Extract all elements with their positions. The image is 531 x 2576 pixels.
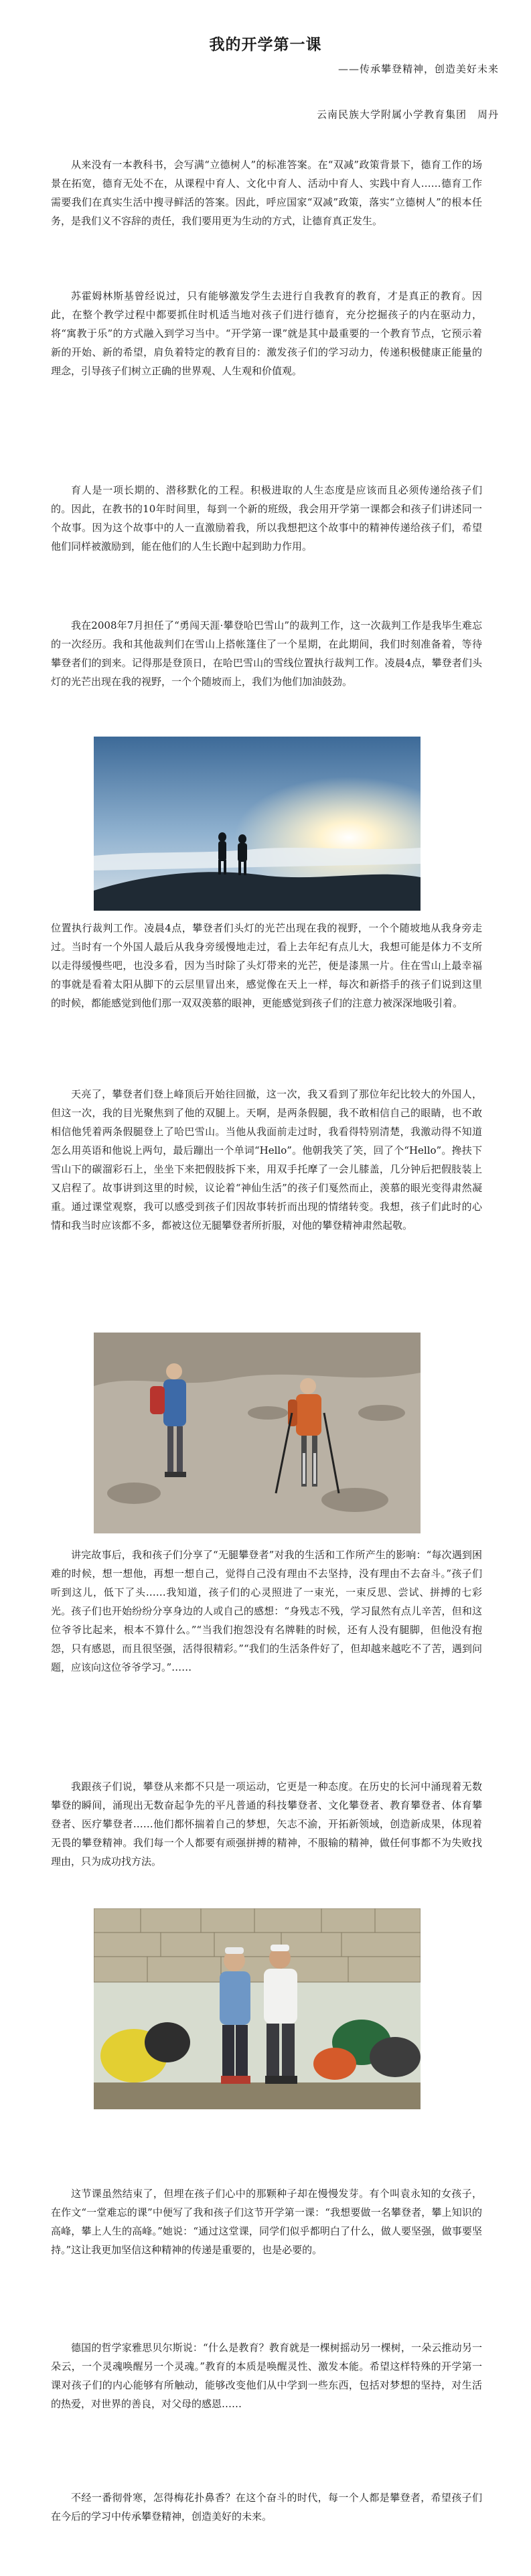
paragraph-9: 这节课虽然结束了，但埋在孩子们心中的那颗种子却在慢慢发芽。有个叫袁永知的女孩子，在作文“一堂难忘的课”中便写了我和孩子们这节开学第一课：“我想要做一名攀登者，攀上知识的高峰，攀上人生的高峰。”她说：“通过这堂课，同学们似乎都明白了什么，做人要坚强，做事要坚持。”这让我更加坚信这种精神的传递是重要的，也是必要的。 <box>51 2188 482 2256</box>
paragraph-1: 从来没有一本教科书，会写满“立德树人”的标准答案。在“双减”政策背景下，德育工作的场景在拓宽，德育无处不在，从课程中育人、文化中育人、活动中育人、实践中育人……德育工作需要我们在真实生活中搜寻鲜活的答案。因此，呼应国家“双减”政策，落实“立德树人”的根本任务，是我们义不容辞的责任，我们要用更为生动的方式，让德育真正发生。 <box>51 159 482 227</box>
paragraph-5: 位置执行裁判工作。凌晨4点，攀登者们头灯的光芒出现在我的视野，一个个随坡地从我身旁走过。当时有一个外国人最后从我身旁缓慢地走过，看上去年纪有点儿大，我想可能是体力不支所以走得缓慢些吧，也没多看，因为当时除了头灯带来的光芒，便是漆黑一片。住在雪山上最幸福的事就是看着太阳从脚下的云层里冒出来，感觉像在天上一样，每次和新搭手的孩子们说到这里的时候，都能感觉到他们那一双双羡慕的眼神，更能感觉到孩子们的注意力被深深地吸引着。 <box>51 922 482 1009</box>
paragraph-4: 我在2008年7月担任了“勇闯天涯·攀登哈巴雪山”的裁判工作，这一次裁判工作是我毕生难忘的一次经历。我和其他裁判们在雪山上搭帐篷住了一个星期，在此期间，我们时刻准备着，等待攀登者们的到来。记得那是登顶日，在哈巴雪山的雪线位置执行裁判工作。凌晨4点，攀登者们头灯的光芒出现在我的视野，一个个随坡而上，我们为他们加油鼓劲。 <box>51 619 482 688</box>
paragraph-6: 天亮了，攀登者们登上峰顶后开始往回撤，这一次，我又看到了那位年纪比较大的外国人，但这一次，我的目光聚焦到了他的双腿上。天啊，是两条假腿，我不敢相信自己的眼睛，也不敢相信他凭着两条假腿登上了哈巴雪山。当他从我面前走过时，我看得特别清楚，我激动得不知道怎么用英语和他说上两句，最后蹦出一个单词“Hello”。他朝我笑了笑，回了个“Hello”。搀扶下雪山下的碳溜彩石上，坐坐下来把假肢拆下来，用双手托摩了一会儿膝盖，几分钟后把假肢装上又启程了。故事讲到这里的时候，议论着“神仙生活”的孩子们戛然而止，羡慕的眼光变得肃然凝重。通过课堂观察，我可以感受到孩子们因故事转折而出现的情绪转变。我想，孩子们此时的心情和我当时应该都不多，都被这位无腿攀登者所折服，对他的攀登精神肃然起敬。 <box>51 1088 482 1231</box>
article-title: 我的开学第一课 <box>209 36 322 54</box>
paragraph-10: 德国的哲学家雅思贝尔斯说：“什么是教育？教育就是一棵树摇动另一棵树，一朵云推动另一朵云，一个灵魂唤醒另一个灵魂。”教育的本质是唤醒灵性、激发本能。希望这样特殊的开学第一课对孩子们的内心能够有所触动，能够改变他们从中学到一些东西，包括对梦想的坚持，对生活的热爱，对世界的善良，对父母的感恩…… <box>51 2342 482 2410</box>
paragraph-11: 不经一番彻骨寒，怎得梅花扑鼻香？在这个奋斗的时代，每一个人都是攀登者，希望孩子们在今后的学习中传承攀登精神，创造美好的未来。 <box>51 2492 482 2522</box>
article-author: 云南民族大学附属小学教育集团 周丹 <box>316 108 499 121</box>
article-subtitle: ——传承攀登精神，创造美好未来 <box>337 63 499 75</box>
amputee-climber-photo <box>94 1333 421 1533</box>
two-climbers-summit-photo <box>94 1908 421 2109</box>
sunrise-climbers-photo <box>94 737 421 911</box>
paragraph-2: 苏霍姆林斯基曾经说过，只有能够激发学生去进行自我教育的教育，才是真正的教育。因此，在整个教学过程中都要抓住时机适当地对孩子们进行德育，充分挖掘孩子的内在驱动力，将“寓教于乐”的方式融入到学习当中。“开学第一课”就是其中最重要的一个教育节点，它预示着新的开始、新的希望，肩负着特定的教育目的：激发孩子们的学习动力，传递积极健康正能量的理念，引导孩子们树立正确的世界观、人生观和价值观。 <box>51 290 482 377</box>
paragraph-3: 育人是一项长期的、潜移默化的工程。积极进取的人生态度是应该而且必须传递给孩子们的。因此，在教书的10年时间里，每到一个新的班级，我会用开学第一课都会和孩子们讲述同一个故事。因为这个故事中的人一直激励着我，所以我想把这个故事中的精神传递给孩子们，希望他们同样被激励到，能在他们的人生长跑中起到助力作用。 <box>51 484 482 552</box>
paragraph-8: 我跟孩子们说，攀登从来都不只是一项运动，它更是一种态度。在历史的长河中涌现着无数攀登的瞬间，涌现出无数奋起争先的平凡普通的科技攀登者、文化攀登者、教育攀登者、体育攀登者、医疗攀登者……他们都怀揣着自己的梦想，矢志不渝，开拓新领域，创造新成果，体现着无畏的攀登精神。我们每一个人都要有顽强拼搏的精神，不服输的精神，做任何事都不为失败找理由，只为成功找方法。 <box>51 1781 482 1868</box>
paragraph-7: 讲完故事后，我和孩子们分享了“无腿攀登者”对我的生活和工作所产生的影响：“每次遇到困难的时候，想一想他，再想一想自己，觉得自己没有理由不去坚持，没有理由不去奋斗。”孩子们听到这儿，低下了头……我知道，孩子们的心灵照进了一束光，一束反思、尝试、拼搏的七彩光。孩子们也开始纷纷分享身边的人或自己的感想：“身残志不残，学习鼠然有点儿辛苦，但和这位爷爷比起来，根本不算什么。”“当我们抱怨没有名牌鞋的时候，还有人没有腿脚，但他没有抱怨，只有感恩，而且很坚强，活得很精彩。”“我们的生活条件好了，但却越来越吃不了苦，遇到问题，应该向这位爷爷学习。”…… <box>51 1549 482 1673</box>
